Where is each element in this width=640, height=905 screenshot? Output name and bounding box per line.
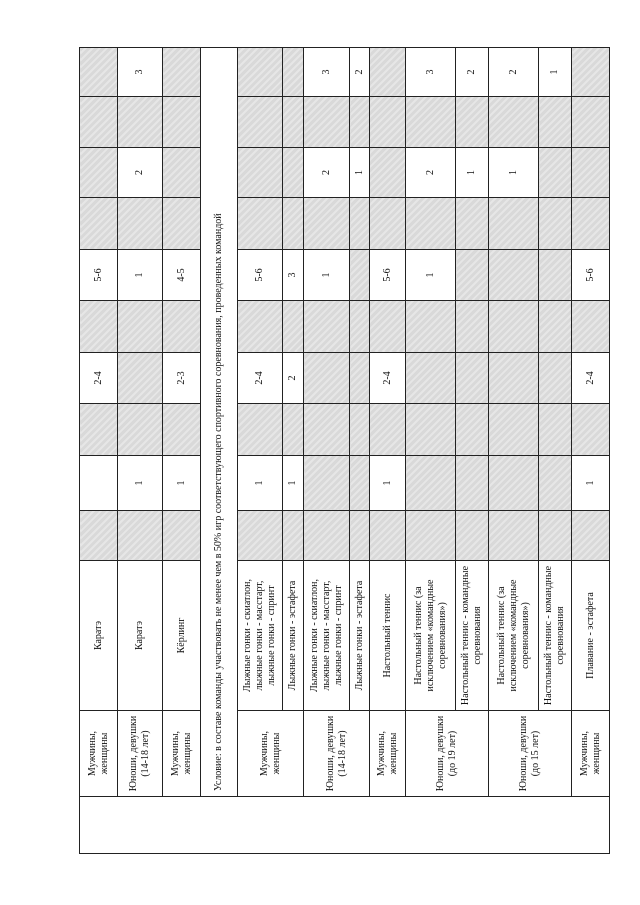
value-cell: [304, 456, 350, 511]
value-cell: 2: [489, 48, 539, 97]
value-cell: [456, 404, 489, 456]
value-cell: [283, 198, 304, 250]
value-cell: [489, 198, 539, 250]
value-cell: [406, 456, 456, 511]
value-cell: [350, 250, 370, 301]
value-cell: [163, 511, 201, 561]
value-cell: [163, 148, 201, 198]
sport-cell: Настольный теннис (за исключением «командные соревнования»): [406, 561, 456, 711]
value-cell: [406, 404, 456, 456]
value-cell: 3: [283, 250, 304, 301]
value-cell: [80, 198, 118, 250]
value-cell: [572, 148, 610, 198]
rotated-table-frame: [79, 48, 602, 854]
value-cell: [489, 511, 539, 561]
left-margin-cell: [80, 797, 610, 854]
group-cell: Мужчины, женщины: [370, 711, 406, 797]
sport-cell: Лыжные гонки - скиатлон, лыжные гонки - масстарт, лыжные гонки - спринт: [238, 561, 283, 711]
value-cell: [456, 97, 489, 148]
value-cell: [370, 404, 406, 456]
value-cell: [370, 48, 406, 97]
value-cell: [370, 511, 406, 561]
value-cell: 1: [163, 456, 201, 511]
value-cell: [539, 301, 572, 353]
value-cell: [572, 404, 610, 456]
sport-cell: Лыжные гонки - эстафета: [283, 561, 304, 711]
group-cell: Юноши, девушки (14-18 лет): [304, 711, 370, 797]
value-cell: [163, 301, 201, 353]
value-cell: [163, 48, 201, 97]
value-cell: 2: [118, 148, 163, 198]
value-cell: [118, 198, 163, 250]
value-cell: [283, 511, 304, 561]
value-cell: [539, 456, 572, 511]
sport-cell: Настольный теннис - командные соревнования: [539, 561, 572, 711]
sport-cell: Кёрлинг: [163, 561, 201, 711]
value-cell: [118, 97, 163, 148]
value-cell: [304, 301, 350, 353]
value-cell: [238, 198, 283, 250]
group-cell: Мужчины, женщины: [163, 711, 201, 797]
value-cell: [406, 353, 456, 404]
value-cell: [163, 404, 201, 456]
value-cell: [370, 198, 406, 250]
sport-cell: Лыжные гонки - скиатлон, лыжные гонки - масстарт, лыжные гонки - спринт: [304, 561, 350, 711]
value-cell: 3: [304, 48, 350, 97]
group-cell: Юноши, девушки (до 15 лет): [489, 711, 572, 797]
value-cell: [80, 511, 118, 561]
sport-cell: Каратэ: [80, 561, 118, 711]
value-cell: [406, 198, 456, 250]
value-cell: [539, 97, 572, 148]
value-cell: 2: [304, 148, 350, 198]
value-cell: 1: [118, 456, 163, 511]
sport-cell: Настольный теннис - командные соревнования: [456, 561, 489, 711]
value-cell: [350, 97, 370, 148]
sport-cell: Плавание - эстафета: [572, 561, 610, 711]
value-cell: 5-6: [238, 250, 283, 301]
value-cell: [350, 456, 370, 511]
value-cell: 5-6: [572, 250, 610, 301]
value-cell: 5-6: [370, 250, 406, 301]
value-cell: [539, 198, 572, 250]
value-cell: [539, 404, 572, 456]
value-cell: [238, 404, 283, 456]
value-cell: 2-3: [163, 353, 201, 404]
value-cell: [350, 301, 370, 353]
value-cell: [118, 511, 163, 561]
value-cell: [283, 97, 304, 148]
value-cell: 1: [370, 456, 406, 511]
value-cell: [539, 250, 572, 301]
value-cell: [238, 511, 283, 561]
value-cell: [80, 456, 118, 511]
value-cell: 1: [238, 456, 283, 511]
group-cell: Мужчины, женщины: [238, 711, 304, 797]
value-cell: [283, 301, 304, 353]
value-cell: 1: [406, 250, 456, 301]
value-cell: 1: [350, 148, 370, 198]
value-cell: [456, 250, 489, 301]
value-cell: [406, 511, 456, 561]
value-cell: [238, 48, 283, 97]
group-cell: Мужчины, женщины: [80, 711, 118, 797]
value-cell: [489, 250, 539, 301]
rotated-table-container: [79, 48, 602, 854]
table-row: [304, 48, 350, 854]
value-cell: 3: [118, 48, 163, 97]
value-cell: 2-4: [80, 353, 118, 404]
value-cell: [238, 301, 283, 353]
value-cell: [304, 97, 350, 148]
value-cell: 2: [283, 353, 304, 404]
condition-note: Условие: в составе команды участвовать не менее чем в 50% игр соответствующего спортивного соревнования, проведенных командой: [201, 48, 238, 797]
value-cell: [572, 97, 610, 148]
value-cell: [350, 198, 370, 250]
value-cell: 1: [489, 148, 539, 198]
value-cell: 1: [572, 456, 610, 511]
value-cell: [118, 301, 163, 353]
sport-cell: Настольный теннис (за исключением «командные соревнования»): [489, 561, 539, 711]
group-cell: Юноши, девушки (до 19 лет): [406, 711, 489, 797]
table-row: [406, 48, 456, 854]
value-cell: [406, 301, 456, 353]
value-cell: [572, 198, 610, 250]
sport-results-table: [79, 47, 610, 854]
value-cell: [456, 511, 489, 561]
value-cell: 2-4: [572, 353, 610, 404]
value-cell: 2-4: [370, 353, 406, 404]
value-cell: [539, 511, 572, 561]
value-cell: [539, 148, 572, 198]
value-cell: [456, 456, 489, 511]
value-cell: [163, 198, 201, 250]
table-row: [80, 48, 118, 854]
value-cell: [456, 353, 489, 404]
value-cell: 2: [350, 48, 370, 97]
value-cell: [489, 404, 539, 456]
value-cell: [456, 198, 489, 250]
sport-cell: Лыжные гонки - эстафета: [350, 561, 370, 711]
value-cell: 1: [539, 48, 572, 97]
value-cell: [283, 148, 304, 198]
value-cell: [238, 97, 283, 148]
value-cell: [80, 404, 118, 456]
value-cell: 1: [456, 148, 489, 198]
value-cell: [406, 97, 456, 148]
value-cell: 1: [304, 250, 350, 301]
value-cell: 5-6: [80, 250, 118, 301]
value-cell: [283, 48, 304, 97]
value-cell: [539, 353, 572, 404]
value-cell: [304, 404, 350, 456]
value-cell: [304, 198, 350, 250]
value-cell: [456, 301, 489, 353]
value-cell: 1: [118, 250, 163, 301]
value-cell: [572, 48, 610, 97]
table-row: [238, 48, 283, 854]
value-cell: [350, 353, 370, 404]
value-cell: [572, 301, 610, 353]
value-cell: [370, 301, 406, 353]
value-cell: [489, 301, 539, 353]
sport-cell: Настольный теннис: [370, 561, 406, 711]
value-cell: [80, 97, 118, 148]
group-cell: Мужчины, женщины: [572, 711, 610, 797]
value-cell: [163, 97, 201, 148]
value-cell: [118, 353, 163, 404]
value-cell: [283, 404, 304, 456]
value-cell: [80, 148, 118, 198]
value-cell: 2-4: [238, 353, 283, 404]
value-cell: [370, 97, 406, 148]
value-cell: 2: [406, 148, 456, 198]
table-row: [118, 48, 163, 854]
value-cell: [118, 404, 163, 456]
table-row: [489, 48, 539, 854]
sport-cell: Каратэ: [118, 561, 163, 711]
value-cell: [304, 511, 350, 561]
table-row: [201, 48, 238, 854]
table-row: [370, 48, 406, 854]
value-cell: 4-5: [163, 250, 201, 301]
value-cell: [572, 511, 610, 561]
value-cell: [370, 148, 406, 198]
value-cell: 1: [283, 456, 304, 511]
value-cell: 2: [456, 48, 489, 97]
value-cell: [80, 48, 118, 97]
value-cell: [489, 353, 539, 404]
table-row: [572, 48, 610, 854]
value-cell: [304, 353, 350, 404]
value-cell: [80, 301, 118, 353]
value-cell: [489, 456, 539, 511]
value-cell: [489, 97, 539, 148]
value-cell: 3: [406, 48, 456, 97]
value-cell: [238, 148, 283, 198]
value-cell: [350, 404, 370, 456]
value-cell: [350, 511, 370, 561]
table-row: [163, 48, 201, 854]
group-cell: Юноши, девушки (14-18 лет): [118, 711, 163, 797]
